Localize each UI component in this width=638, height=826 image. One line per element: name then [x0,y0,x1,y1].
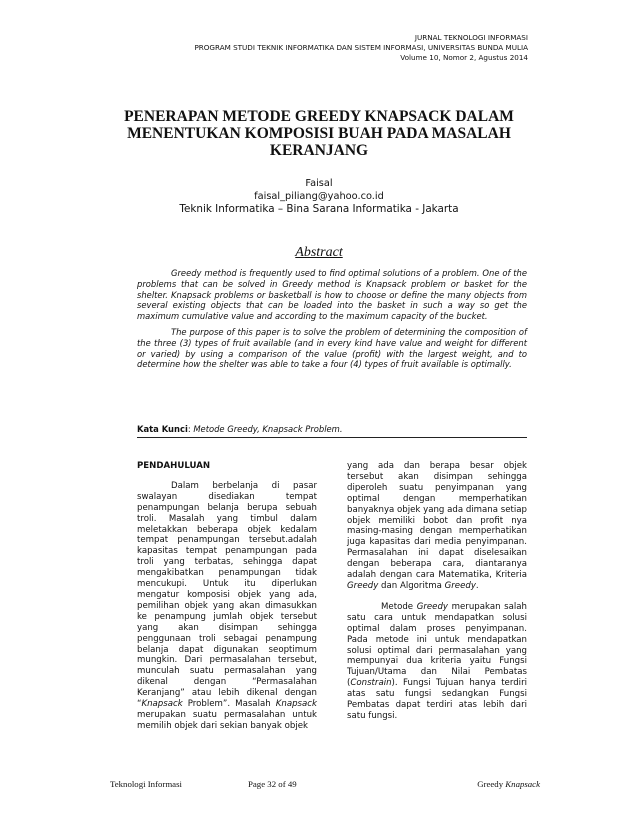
author-block [110,177,528,216]
body-paragraph-left: Dalam berbelanja di pasar swalayan disediakan tempat penampungan belanja berupa sebuah troli. Masalah yang timbul dalam meletakkan beberapa objek kedalam tempat penampungan tersebut.adalah kapasitas tempat penampungan pada troli yang terbatas, sehingga dapat mengakibatkan penampungan tidak mencukupi. Untuk itu diperlukan mengatur komposisi objek yang ada, pemilihan objek yang akan dimasukkan ke penampung jumlah objek tersebut yang akan disimpan sehingga penggunaan troli sebagai penampung belanja dapat digunakan seoptimum mungkin. Dari permasalahan tersebut, munculah suatu permasalahan yang dikenal dengan “Permasalahan Keranjang” atau lebih dikenal dengan “Knapsack Problem”. Masalah Knapsack merupakan suatu permasalahan untuk memilih objek dari sekian banyak objek [137,480,317,731]
title-line-1: PENERAPAN METODE GREEDY KNAPSACK DALAM [124,108,514,125]
footer-journal: Teknologi Informasi [110,779,182,789]
left-column [137,461,317,742]
footer-running-title: Greedy Knapsack [477,779,540,789]
volume-info: Volume 10, Nomor 2, Agustus 2014 [400,53,528,62]
paper-title [110,108,528,159]
body-paragraph-right-2: Metode Greedy merupakan salah satu cara untuk mendapatkan solusi optimal dalam proses penyimpanan. Pada metode ini untuk mendapatkan solusi optimal dari permasalahan yang mempunyai dua kriteria yaitu Fungsi Tujuan/Utama dan Nilai Pembatas (Constrain). Fungsi Tujuan hanya terdiri atas satu fungsi sedangkan Fungsi Pembatas dapat terdiri atas lebih dari satu fungsi. [347,601,527,721]
author-email: faisal_piliang@yahoo.co.id [254,191,384,202]
abstract-heading: Abstract [295,245,343,260]
author-name: Faisal [305,178,333,189]
body-paragraph-right-1: yang ada dan berapa besar objek tersebut akan disimpan sehingga diperoleh suatu penyimpanan yang optimal dengan memperhatikan banyaknya objek yang ada dimana setiap objek memiliki bobot dan profit nya masing-masing dengan memperhatikan juga kapasitas dari media penyimpanan. Permasalahan ini dapat diselesaikan dengan beberapa cara, diantaranya adalah dengan cara Matematika, Kriteria Greedy dan Algoritma Greedy. [347,461,527,591]
author-affiliation: Teknik Informatika – Bina Sarana Informatika - Jakarta [179,203,459,215]
keywords-label: Kata Kunci [137,424,188,434]
title-line-3: KERANJANG [269,142,369,159]
title-line-2: MENENTUKAN KOMPOSISI BUAH PADA MASALAH [127,125,511,142]
footer-page-number: Page 32 of 49 [248,779,297,789]
keywords-value: Metode Greedy, Knapsack Problem. [193,424,343,434]
section-title: PENDAHULUAN [137,461,211,471]
right-column [347,461,527,732]
keywords: Kata Kunci: Metode Greedy, Knapsack Problem. [137,424,527,438]
journal-name: JURNAL TEKNOLOGI INFORMASI [414,33,528,42]
abstract-body [137,268,527,375]
abstract-paragraph-1: Greedy method is frequently used to find optimal solutions of a problem. One of the problems that can be solved in Greedy method is Knapsack problem or basket for the shelter. Knapsack problems or basketball is how to choose or define the many objects from several existing objects that can be loaded into the basket in such a way so get the maximum cumulative value and according to the maximum capacity of the bucket. [137,268,527,322]
journal-header [194,33,528,63]
program-name: PROGRAM STUDI TEKNIK INFORMATIKA DAN SISTEM INFORMASI, UNIVERSITAS BUNDA MULIA [194,43,528,52]
abstract-paragraph-2: The purpose of this paper is to solve the problem of determining the composition of the three (3) types of fruit available (and in every kind have value and weight for different or varied) by using a comparison of the value (profit) with the largest weight, and to determine how the shelter was able to take a four (4) types of fruit available is optimally. [137,326,527,370]
